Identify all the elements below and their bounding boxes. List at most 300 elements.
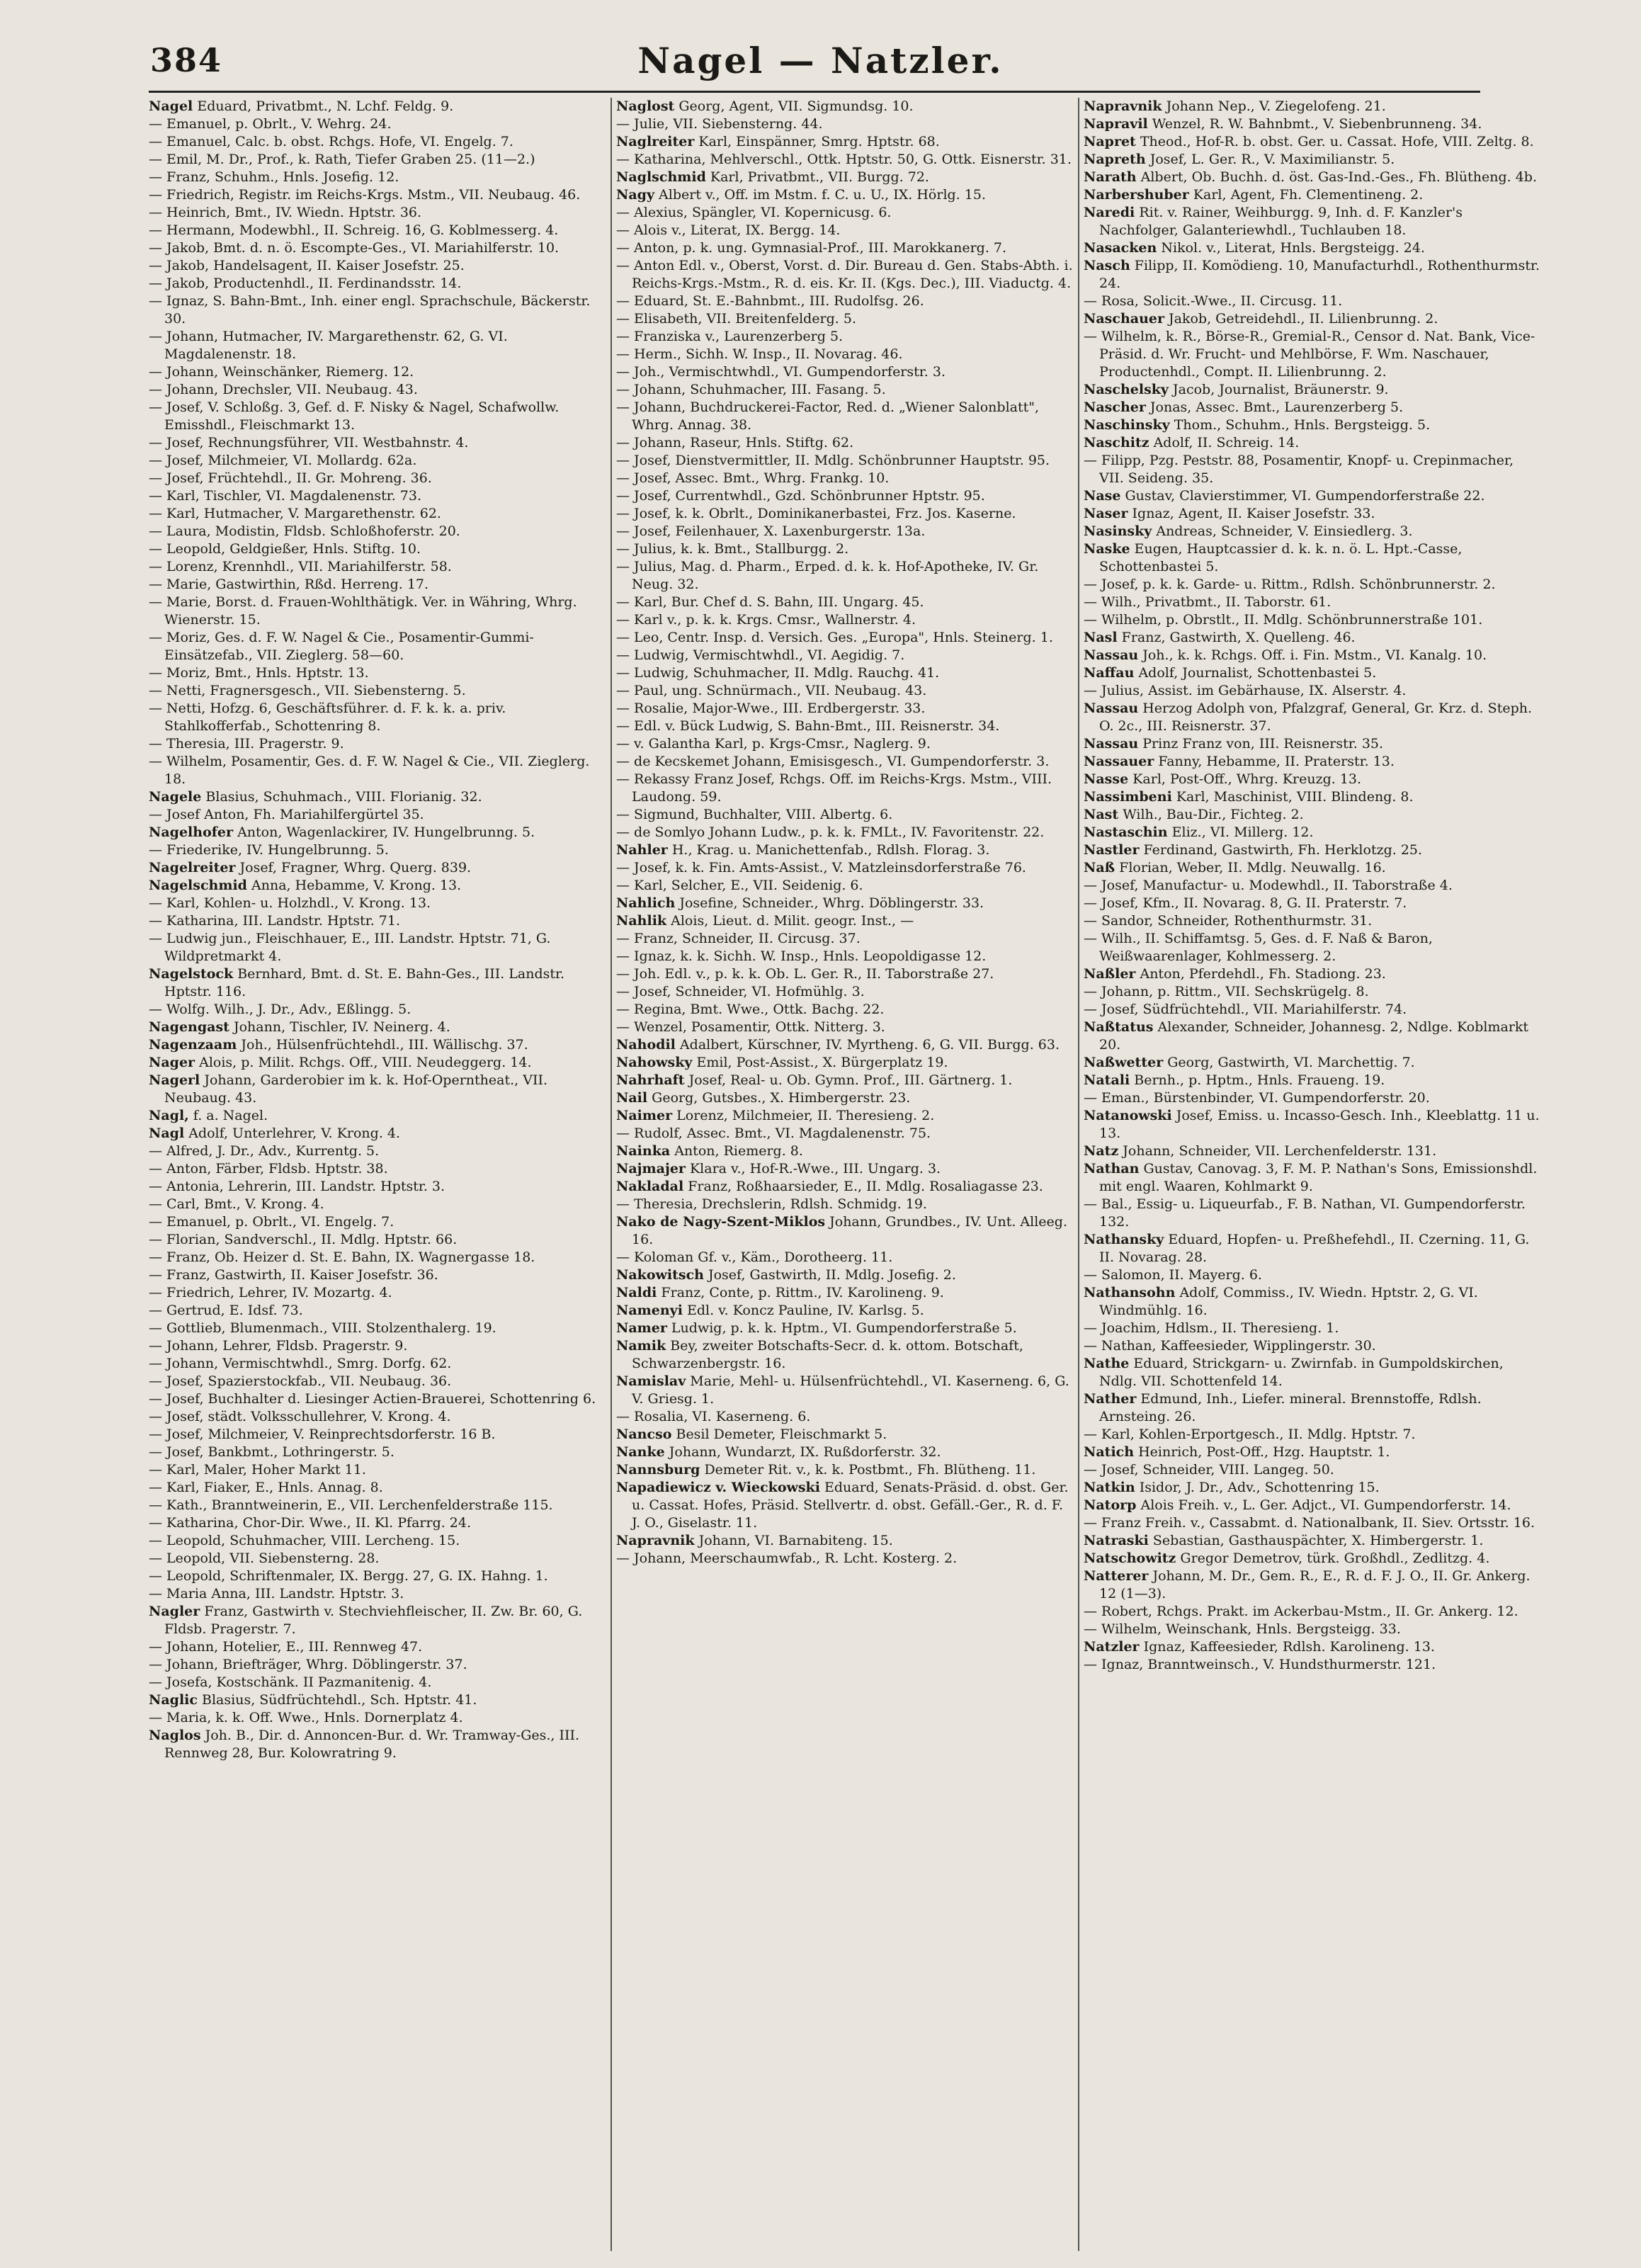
directory-entry xyxy=(149,788,606,806)
directory-entry xyxy=(1084,788,1541,806)
column-3 xyxy=(1084,98,1541,2251)
entry-details: — Franz, Schuhm., Hnls. Josefig. 12. xyxy=(149,169,399,185)
entry-details: Emil, Post-Assist., X. Bürgerplatz 19. xyxy=(692,1055,948,1070)
entry-details: Anton, Pferdehdl., Fh. Stadiong. 23. xyxy=(1135,966,1386,982)
directory-entry xyxy=(1084,540,1541,576)
entry-details: — Moriz, Ges. d. F. W. Nagel & Cie., Posamentir-Gummi-Einsätzefab., VII. Zieglerg. 58—60. xyxy=(149,630,534,663)
directory-entry xyxy=(149,1390,606,1408)
entry-details: — Maria Anna, III. Landstr. Hptstr. 3. xyxy=(149,1586,404,1601)
directory-entry xyxy=(149,735,606,753)
entry-details: — Josef, Currentwhdl., Gzd. Schönbrunner Hptstr. 95. xyxy=(616,488,985,504)
entry-surname: Nagele xyxy=(149,789,202,805)
entry-details: — Leopold, VII. Siebensterng. 28. xyxy=(149,1550,380,1566)
entry-details: Josef, Real- u. Ob. Gymn. Prof., III. Gärtnerg. 1. xyxy=(684,1072,1013,1088)
directory-entry xyxy=(616,895,1074,912)
entry-surname: Naßtatus xyxy=(1084,1019,1154,1035)
directory-entry xyxy=(1084,647,1541,664)
directory-entry xyxy=(616,1178,1074,1196)
directory-entry xyxy=(149,222,606,239)
entry-details: Adolf, Unterlehrer, V. Krong. 4. xyxy=(184,1126,401,1141)
entry-details: — Theresia, III. Pragerstr. 9. xyxy=(149,736,344,752)
directory-entry xyxy=(1084,1107,1541,1142)
directory-entry xyxy=(1084,416,1541,434)
entry-surname: Nakladal xyxy=(616,1179,684,1194)
directory-entry xyxy=(149,965,606,1001)
entry-surname: Naschitz xyxy=(1084,435,1149,450)
directory-entry xyxy=(616,611,1074,629)
entry-details: — Josef, Buchhalter d. Liesinger Actien-Brauerei, Schottenring 6. xyxy=(149,1391,596,1407)
directory-entry xyxy=(1084,877,1541,895)
entry-details: — Johann, Weinschänker, Riemerg. 12. xyxy=(149,364,414,380)
directory-entry xyxy=(1084,930,1541,965)
directory-entry xyxy=(149,1408,606,1426)
directory-entry xyxy=(1084,611,1541,629)
directory-entry xyxy=(616,328,1074,346)
entry-surname: Naglic xyxy=(149,1692,198,1708)
directory-entry xyxy=(616,1479,1074,1532)
directory-entry xyxy=(149,1072,606,1107)
entry-surname: Natorp xyxy=(1084,1497,1137,1513)
directory-entry xyxy=(616,434,1074,452)
entry-surname: Napravil xyxy=(1084,116,1148,132)
entry-details: Eliz., VI. Millerg. 12. xyxy=(1167,824,1314,840)
entry-details: Johann, Grundbes., IV. Unt. Alleeg. 16. xyxy=(632,1214,1067,1247)
directory-entry xyxy=(1084,505,1541,523)
directory-entry xyxy=(616,983,1074,1001)
entry-details: — Karl, Maler, Hoher Markt 11. xyxy=(149,1462,366,1478)
entry-surname: Naßwetter xyxy=(1084,1055,1164,1070)
entry-surname: Nagengast xyxy=(149,1019,229,1035)
directory-entry xyxy=(149,1231,606,1249)
entry-details: — Leo, Centr. Insp. d. Versich. Ges. „Europa", Hnls. Steinerg. 1. xyxy=(616,630,1053,645)
entry-details: Gregor Demetrov, türk. Großhdl., Zedlitzg. 4. xyxy=(1176,1550,1490,1566)
directory-entry xyxy=(149,328,606,363)
entry-details: — Josef Anton, Fh. Mariahilfergürtel 35. xyxy=(149,807,424,822)
directory-entry xyxy=(1084,1001,1541,1019)
directory-entry xyxy=(149,1497,606,1514)
directory-entry xyxy=(1084,257,1541,293)
entry-details: — Joh. Edl. v., p. k. k. Ob. L. Ger. R., II. Taborstraße 27. xyxy=(616,966,994,982)
entry-details: — Emil, M. Dr., Prof., k. Rath, Tiefer Graben 25. (11—2.) xyxy=(149,152,535,167)
entry-details: Alexander, Schneider, Johannesg. 2, Ndlge. Koblmarkt 20. xyxy=(1099,1019,1529,1053)
directory-entry xyxy=(1084,239,1541,257)
entry-surname: Nagenzaam xyxy=(149,1037,237,1053)
entry-details: Gustav, Canovag. 3, F. M. P. Nathan's Sons, Emissionshdl. mit engl. Waaren, Kohlmarkt 9. xyxy=(1099,1161,1538,1194)
directory-entry xyxy=(616,682,1074,700)
entry-details: — Rosa, Solicit.-Wwe., II. Circusg. 11. xyxy=(1084,293,1343,309)
entry-details: — Johann, Schuhmacher, III. Fasang. 5. xyxy=(616,382,886,397)
entry-details: Johann, M. Dr., Gem. R., E., R. d. F. J. O., II. Gr. Ankerg. 12 (1—3). xyxy=(1099,1568,1531,1601)
directory-entry xyxy=(149,1337,606,1355)
directory-entry xyxy=(1084,1426,1541,1444)
entry-details: Alois, p. Milit. Rchgs. Off., VIII. Neudeggerg. 14. xyxy=(195,1055,532,1070)
directory-entry xyxy=(1084,523,1541,540)
entry-details: Eugen, Hauptcassier d. k. k. n. ö. L. Hpt.-Casse, Schottenbastei 5. xyxy=(1099,541,1463,574)
directory-entry xyxy=(1084,1231,1541,1266)
entry-details: Georg, Gutsbes., X. Himbergerstr. 23. xyxy=(647,1090,911,1106)
entry-details: Joh., Hülsenfrüchtehdl., III. Wällischg. 37. xyxy=(237,1037,528,1053)
directory-entry xyxy=(1084,824,1541,841)
directory-entry xyxy=(616,1266,1074,1284)
directory-entry xyxy=(149,895,606,912)
directory-entry xyxy=(616,115,1074,133)
directory-entry xyxy=(1084,1072,1541,1089)
header-rule xyxy=(149,91,1480,93)
directory-entry xyxy=(1084,806,1541,824)
entry-surname: Nancso xyxy=(616,1427,672,1442)
entry-details: — Rosalie, Major-Wwe., III. Erdbergerstr. 33. xyxy=(616,701,926,716)
entry-details: Rit. v. Rainer, Weihburgg. 9, Inh. d. F. Kanzler's Nachfolger, Galanteriewhdl., Tuchlauben 18. xyxy=(1099,205,1463,238)
entry-surname: Nathe xyxy=(1084,1356,1130,1371)
directory-entry xyxy=(149,1532,606,1550)
entry-details: Johann, VI. Barnabiteng. 15. xyxy=(694,1533,893,1548)
directory-entry xyxy=(149,912,606,930)
entry-details: — Franz, Schneider, II. Circusg. 37. xyxy=(616,931,861,946)
entry-details: — Anton, Färber, Fldsb. Hptstr. 38. xyxy=(149,1161,388,1176)
directory-entry xyxy=(616,363,1074,381)
entry-details: Franz, Roßhaarsieder, E., II. Mdlg. Rosaliagasse 23. xyxy=(683,1179,1043,1194)
directory-entry xyxy=(1084,983,1541,1001)
entry-surname: Nagl, xyxy=(149,1108,189,1123)
entry-details: — Jakob, Bmt. d. n. ö. Escompte-Ges., VI. Mariahilferstr. 10. xyxy=(149,240,560,256)
entry-details: — Josef, k. k. Fin. Amts-Assist., V. Matzleinsdorferstraße 76. xyxy=(616,860,1026,875)
directory-entry xyxy=(149,115,606,133)
directory-entry xyxy=(616,1036,1074,1054)
entry-details: Klara v., Hof-R.-Wwe., III. Ungarg. 3. xyxy=(685,1161,941,1176)
directory-entry xyxy=(149,1019,606,1036)
directory-entry xyxy=(616,700,1074,718)
directory-entry xyxy=(1084,841,1541,859)
entry-surname: Naschelsky xyxy=(1084,382,1169,397)
entry-details: Franz, Gastwirth v. Stechviehfleischer, II. Zw. Br. 60, G. Fldsb. Pragerstr. 7. xyxy=(164,1604,583,1637)
directory-entry xyxy=(616,1160,1074,1178)
entry-details: — Wilh., Privatbmt., II. Taborstr. 61. xyxy=(1084,594,1331,610)
entry-surname: Nagerl xyxy=(149,1072,200,1088)
entry-details: Karl, Maschinist, VIII. Blindeng. 8. xyxy=(1171,789,1414,805)
directory-entry xyxy=(149,1249,606,1266)
directory-entry xyxy=(149,877,606,895)
entry-details: — Franz, Ob. Heizer d. St. E. Bahn, IX. Wagnergasse 18. xyxy=(149,1249,535,1265)
entry-details: — Johann, Hutmacher, IV. Margarethenstr. 62, G. VI. Magdalenenstr. 18. xyxy=(149,329,508,362)
entry-details: — Johann, Briefträger, Whrg. Döblingerstr. 37. xyxy=(149,1657,467,1672)
directory-entry xyxy=(149,169,606,186)
column-1 xyxy=(149,98,606,2251)
entry-details: — Jakob, Handelsagent, II. Kaiser Josefstr. 25. xyxy=(149,258,465,273)
entry-details: — Karl, Kohlen- u. Holzhdl., V. Krong. 13. xyxy=(149,895,431,911)
entry-surname: Nail xyxy=(616,1090,648,1106)
entry-details: Karl, Agent, Fh. Clementineng. 2. xyxy=(1188,187,1424,203)
entry-surname: Napravnik xyxy=(1084,98,1162,114)
entry-surname: Natkin xyxy=(1084,1480,1135,1495)
directory-entry xyxy=(616,186,1074,204)
directory-entry xyxy=(1084,1320,1541,1337)
entry-surname: Nassau xyxy=(1084,736,1139,752)
entry-details: — Marie, Borst. d. Frauen-Wohlthätigk. Ver. in Währing, Whrg. Wienerstr. 15. xyxy=(149,594,577,628)
directory-entry xyxy=(149,1036,606,1054)
directory-entry xyxy=(149,1461,606,1479)
directory-entry xyxy=(149,1514,606,1532)
entry-surname: Natzler xyxy=(1084,1639,1140,1655)
directory-entry xyxy=(149,1160,606,1178)
directory-entry xyxy=(149,1125,606,1142)
directory-entry xyxy=(149,1196,606,1213)
entry-details: f. a. Nagel. xyxy=(188,1108,268,1123)
entry-details: — Josef, k. k. Obrlt., Dominikanerbastei, Frz. Jos. Kaserne. xyxy=(616,506,1016,521)
entry-details: — Joh., Vermischtwhdl., VI. Gumpendorferstr. 3. xyxy=(616,364,946,380)
directory-entry xyxy=(1084,1567,1541,1603)
directory-entry xyxy=(149,505,606,523)
entry-details: — Maria, k. k. Off. Wwe., Hnls. Dornerplatz 4. xyxy=(149,1710,463,1725)
directory-entry xyxy=(616,948,1074,965)
entry-surname: Nassau xyxy=(1084,701,1139,716)
directory-entry xyxy=(149,841,606,859)
directory-entry xyxy=(149,1567,606,1585)
entry-details: — Friedrich, Lehrer, IV. Mozartg. 4. xyxy=(149,1285,392,1300)
entry-details: — Ludwig, Vermischtwhdl., VI. Aegidig. 7. xyxy=(616,647,905,663)
directory-entry xyxy=(616,1001,1074,1019)
directory-entry xyxy=(149,470,606,487)
directory-entry xyxy=(616,1408,1074,1426)
entry-details: Blasius, Schuhmach., VIII. Florianig. 32. xyxy=(201,789,482,805)
directory-entry xyxy=(149,1426,606,1444)
column-divider xyxy=(1078,98,1079,2251)
entry-details: — Karl v., p. k. k. Krgs. Cmsr., Wallnerstr. 4. xyxy=(616,612,916,628)
directory-entry xyxy=(1084,1337,1541,1355)
directory-entry xyxy=(616,540,1074,558)
directory-entry xyxy=(149,1266,606,1284)
directory-entry xyxy=(616,1072,1074,1089)
entry-details: — Emanuel, p. Obrlt., V. Wehrg. 24. xyxy=(149,116,392,132)
entry-details: Besil Demeter, Fleischmarkt 5. xyxy=(671,1427,887,1442)
directory-entry xyxy=(149,806,606,824)
entry-details: — Wilhelm, p. Obrstlt., II. Mdlg. Schönbrunnerstraße 101. xyxy=(1084,612,1483,628)
directory-entry xyxy=(1084,1054,1541,1072)
directory-entry xyxy=(1084,169,1541,186)
entry-surname: Nast xyxy=(1084,807,1119,822)
entry-details: — Karl, Kohlen-Erportgesch., II. Mdlg. Hptstr. 7. xyxy=(1084,1427,1416,1442)
directory-entry xyxy=(149,1373,606,1390)
entry-details: — Lorenz, Krennhdl., VII. Mariahilferstr. 58. xyxy=(149,559,452,574)
entry-details: — Wilhelm, Weinschank, Hnls. Bergsteigg. 33. xyxy=(1084,1621,1401,1637)
entry-details: Edl. v. Koncz Pauline, IV. Karlsg. 5. xyxy=(682,1303,924,1318)
entry-surname: Nahlich xyxy=(616,895,676,911)
directory-entry xyxy=(1084,1089,1541,1107)
entry-details: — Katharina, Chor-Dir. Wwe., II. Kl. Pfarrg. 24. xyxy=(149,1515,472,1531)
entry-surname: Namenyi xyxy=(616,1303,683,1318)
directory-columns xyxy=(149,98,1540,2251)
entry-details: Edmund, Inh., Liefer. mineral. Brennstoffe, Rdlsh. Arnsteing. 26. xyxy=(1099,1391,1482,1424)
directory-entry xyxy=(1084,186,1541,204)
directory-entry xyxy=(616,1142,1074,1160)
directory-entry xyxy=(149,824,606,841)
directory-entry xyxy=(149,1107,606,1125)
entry-details: Johann Nep., V. Ziegelofeng. 21. xyxy=(1162,98,1386,114)
entry-details: Josef, L. Ger. R., V. Maximilianstr. 5. xyxy=(1145,152,1395,167)
directory-entry xyxy=(616,1320,1074,1337)
directory-entry xyxy=(149,1674,606,1691)
directory-entry xyxy=(616,1337,1074,1373)
entry-details: — Alexius, Spängler, VI. Kopernicusg. 6. xyxy=(616,205,892,220)
directory-entry xyxy=(1084,452,1541,487)
entry-surname: Nagelstock xyxy=(149,966,234,982)
entry-surname: Natterer xyxy=(1084,1568,1149,1584)
entry-details: Fanny, Hebamme, II. Praterstr. 13. xyxy=(1154,754,1395,769)
entry-details: Eduard, Hopfen- u. Preßhefehdl., II. Czerning. 11, G. II. Novarag. 28. xyxy=(1099,1232,1530,1265)
directory-entry xyxy=(149,540,606,558)
entry-details: — Herm., Sichh. W. Insp., II. Novarag. 46. xyxy=(616,346,903,362)
directory-entry xyxy=(149,257,606,275)
directory-entry xyxy=(616,877,1074,895)
entry-details: Thom., Schuhm., Hnls. Bergsteigg. 5. xyxy=(1169,417,1431,433)
directory-entry xyxy=(149,1550,606,1567)
entry-details: — Wilhelm, k. R., Börse-R., Gremial-R., Censor d. Nat. Bank, Vice-Präsid. d. Wr. Frucht- und Mehlbörse, F. Wm. Naschauer, Productenhdl., Compt. II. Lilienbrunng. 2. xyxy=(1084,329,1535,380)
entry-details: — Josef, städt. Volksschullehrer, V. Krong. 4. xyxy=(149,1409,451,1424)
entry-surname: Naske xyxy=(1084,541,1130,557)
entry-details: — Florian, Sandverschl., II. Mdlg. Hptstr. 66. xyxy=(149,1232,458,1247)
entry-surname: Nasch xyxy=(1084,258,1130,273)
entry-surname: Naffau xyxy=(1084,665,1135,681)
entry-surname: Nasinsky xyxy=(1084,523,1152,539)
entry-details: Blasius, Südfrüchtehdl., Sch. Hptstr. 41. xyxy=(197,1692,477,1708)
entry-details: Bernhard, Bmt. d. St. E. Bahn-Ges., III. Landstr. Hptstr. 116. xyxy=(164,966,565,999)
directory-entry xyxy=(149,239,606,257)
directory-entry xyxy=(149,363,606,381)
directory-entry xyxy=(149,1284,606,1302)
directory-entry xyxy=(149,664,606,682)
entry-details: — Josef, Kfm., II. Novarag. 8, G. II. Praterstr. 7. xyxy=(1084,895,1407,911)
entry-details: — Johann, Hotelier, E., III. Rennweg 47. xyxy=(149,1639,423,1655)
directory-entry xyxy=(1084,98,1541,115)
entry-details: — Josef, Manufactur- u. Modewhdl., II. Taborstraße 4. xyxy=(1084,878,1453,893)
entry-details: — Karl, Bur. Chef d. S. Bahn, III. Ungarg. 45. xyxy=(616,594,924,610)
entry-details: — Josef, Rechnungsführer, VII. Westbahnstr. 4. xyxy=(149,435,469,450)
entry-details: Wenzel, R. W. Bahnbmt., V. Siebenbrunneng. 34. xyxy=(1147,116,1482,132)
directory-entry xyxy=(149,293,606,328)
entry-surname: Naschauer xyxy=(1084,311,1164,327)
entry-details: — Julius, k. k. Bmt., Stallburgg. 2. xyxy=(616,541,849,557)
directory-entry xyxy=(149,1727,606,1762)
entry-details: Theod., Hof-R. b. obst. Ger. u. Cassat. Hofe, VIII. Zeltg. 8. xyxy=(1135,134,1534,149)
entry-surname: Narath xyxy=(1084,169,1137,185)
entry-surname: Najmajer xyxy=(616,1161,686,1176)
directory-entry xyxy=(616,310,1074,328)
directory-entry xyxy=(149,1302,606,1320)
entry-details: Ludwig, p. k. k. Hptm., VI. Gumpendorferstraße 5. xyxy=(666,1320,1017,1336)
entry-details: — Sigmund, Buchhalter, VIII. Albertg. 6. xyxy=(616,807,893,822)
entry-details: — Anton, p. k. ung. Gymnasial-Prof., III. Marokkanerg. 7. xyxy=(616,240,1007,256)
entry-surname: Natschowitz xyxy=(1084,1550,1176,1566)
directory-entry xyxy=(616,1426,1074,1444)
directory-entry xyxy=(149,133,606,151)
entry-surname: Naß xyxy=(1084,860,1115,875)
entry-surname: Natz xyxy=(1084,1143,1119,1159)
entry-details: — Franz Freih. v., Cassabmt. d. Nationalbank, II. Siev. Ortsstr. 16. xyxy=(1084,1515,1535,1531)
entry-details: — Karl, Selcher, E., VII. Seidenig. 6. xyxy=(616,878,863,893)
directory-entry xyxy=(149,399,606,434)
directory-entry xyxy=(1084,133,1541,151)
directory-entry xyxy=(616,1107,1074,1125)
directory-entry xyxy=(149,1213,606,1231)
entry-details: — Alois v., Literat, IX. Bergg. 14. xyxy=(616,222,841,238)
entry-surname: Naredi xyxy=(1084,205,1135,220)
directory-entry xyxy=(616,629,1074,647)
entry-details: — Hermann, Modewbhl., II. Schreig. 16, G. Koblmesserg. 4. xyxy=(149,222,559,238)
entry-details: — Johann, Raseur, Hnls. Stiftg. 62. xyxy=(616,435,854,450)
directory-entry xyxy=(616,1373,1074,1408)
directory-entry xyxy=(616,753,1074,771)
entry-details: Eduard, Strickgarn- u. Zwirnfab. in Gumpoldskirchen, Ndlg. VII. Schottenfeld 14. xyxy=(1099,1356,1504,1389)
entry-surname: Nasse xyxy=(1084,771,1129,787)
directory-entry xyxy=(149,1479,606,1497)
directory-entry xyxy=(1084,1266,1541,1284)
entry-surname: Nassau xyxy=(1084,647,1139,663)
entry-details: Eduard, Privatbmt., N. Lchf. Feldg. 9. xyxy=(193,98,454,114)
directory-entry xyxy=(616,151,1074,169)
entry-details: — Joachim, Hdlsm., II. Theresieng. 1. xyxy=(1084,1320,1339,1336)
directory-entry xyxy=(149,594,606,629)
entry-details: Johann, Wundarzt, IX. Rußdorferstr. 32. xyxy=(664,1444,941,1460)
directory-entry xyxy=(149,859,606,877)
column-2 xyxy=(616,98,1074,2251)
directory-entry xyxy=(149,1656,606,1674)
entry-surname: Naimer xyxy=(616,1108,673,1123)
entry-details: — Leopold, Schuhmacher, VIII. Lercheng. 15. xyxy=(149,1533,460,1548)
directory-entry xyxy=(616,399,1074,434)
entry-details: — Josef, Feilenhauer, X. Laxenburgerstr. 13a. xyxy=(616,523,926,539)
entry-details: — Antonia, Lehrerin, III. Landstr. Hptstr. 3. xyxy=(149,1179,445,1194)
entry-surname: Napadiewicz v. Wieckowski xyxy=(616,1480,820,1495)
entry-details: Joh. B., Dir. d. Annoncen-Bur. d. Wr. Tramway-Ges., III. Rennweg 28, Bur. Kolowratring 9. xyxy=(164,1728,580,1761)
directory-entry xyxy=(149,1603,606,1638)
entry-details: — Johann, Vermischtwhdl., Smrg. Dorfg. 62. xyxy=(149,1356,452,1371)
directory-entry xyxy=(149,1320,606,1337)
entry-surname: Nathansky xyxy=(1084,1232,1164,1247)
directory-entry xyxy=(149,1001,606,1019)
entry-surname: Natali xyxy=(1084,1072,1130,1088)
entry-details: Andreas, Schneider, V. Einsiedlerg. 3. xyxy=(1152,523,1413,539)
directory-entry xyxy=(1084,1550,1541,1567)
entry-details: — Josef, Milchmeier, VI. Mollardg. 62a. xyxy=(149,453,417,468)
directory-entry xyxy=(1084,293,1541,310)
entry-surname: Napret xyxy=(1084,134,1136,149)
entry-surname: Natanowski xyxy=(1084,1108,1172,1123)
entry-details: — Emanuel, p. Obrlt., VI. Engelg. 7. xyxy=(149,1214,394,1230)
entry-details: — Netti, Fragnersgesch., VII. Siebensterng. 5. xyxy=(149,683,466,698)
entry-details: — Josef, Früchtehdl., II. Gr. Mohreng. 36. xyxy=(149,470,432,486)
directory-entry xyxy=(1084,1461,1541,1479)
directory-entry xyxy=(149,1178,606,1196)
directory-entry xyxy=(616,1196,1074,1213)
directory-entry xyxy=(1084,1479,1541,1497)
entry-details: — Gottlieb, Blumenmach., VIII. Stolzenthalerg. 19. xyxy=(149,1320,496,1336)
entry-details: — Nathan, Kaffeesieder, Wipplingerstr. 30. xyxy=(1084,1338,1376,1354)
entry-surname: Natraski xyxy=(1084,1533,1149,1548)
directory-entry xyxy=(149,930,606,965)
entry-details: — de Kecskemet Johann, Emisisgesch., VI. Gumpendorferstr. 3. xyxy=(616,754,1050,769)
entry-surname: Nagelreiter xyxy=(149,860,236,875)
directory-entry xyxy=(616,1019,1074,1036)
directory-entry xyxy=(616,523,1074,540)
directory-entry xyxy=(149,275,606,293)
entry-surname: Nahodil xyxy=(616,1037,676,1053)
entry-surname: Naser xyxy=(1084,506,1128,521)
entry-surname: Nahrhaft xyxy=(616,1072,685,1088)
entry-details: — Katharina, III. Landstr. Hptstr. 71. xyxy=(149,913,401,929)
entry-surname: Nagelschmid xyxy=(149,878,247,893)
directory-entry xyxy=(149,576,606,594)
entry-details: — Friederike, IV. Hungelbrunng. 5. xyxy=(149,842,389,858)
entry-surname: Nako de Nagy-Szent-Miklos xyxy=(616,1214,826,1230)
